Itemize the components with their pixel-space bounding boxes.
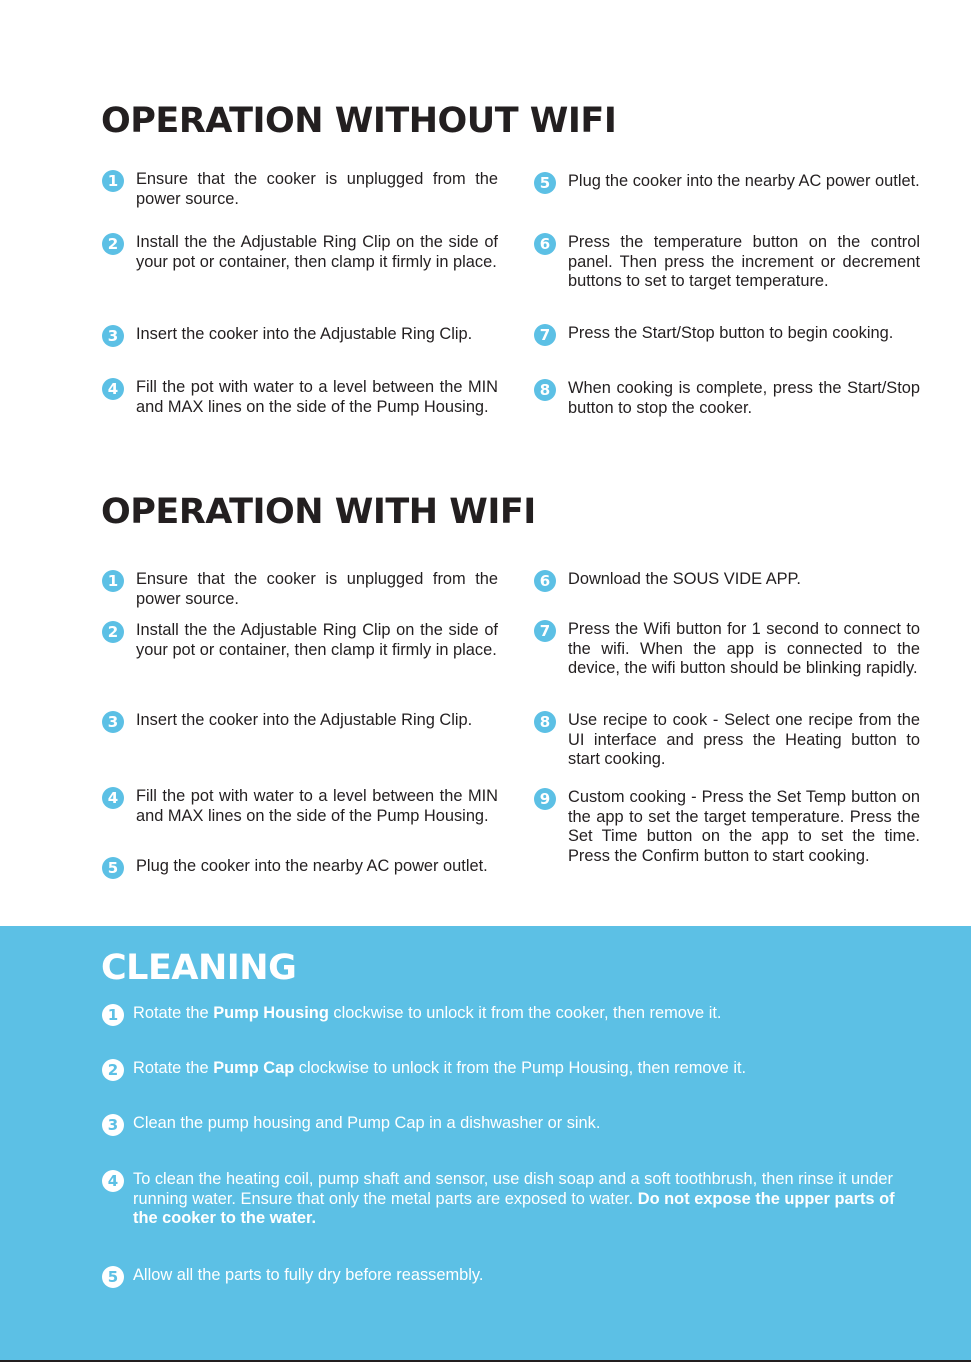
step-text: Custom cooking - Press the Set Temp button on the app to set the target temperature. Press the Set Time button on the app to set the time. Press the Confirm button to start cooking.: [568, 788, 920, 865]
step-number-badge: 5: [102, 1266, 124, 1288]
step-text: Insert the cooker into the Adjustable Ring Clip.: [136, 325, 473, 343]
step-number-badge: 1: [102, 570, 124, 592]
step-text: Rotate the Pump Housing clockwise to unlock it from the cooker, then remove it.: [133, 1004, 722, 1022]
list-item: [102, 1170, 912, 1229]
list-item: [102, 711, 498, 733]
step-number-badge: 2: [102, 233, 124, 255]
step-text: Ensure that the cooker is unplugged from the power source.: [136, 170, 498, 208]
step-number-badge: 7: [534, 620, 556, 642]
step-text: Insert the cooker into the Adjustable Ring Clip.: [136, 711, 473, 729]
step-number-badge: 5: [534, 172, 556, 194]
step-text: Rotate the Pump Cap clockwise to unlock it from the Pump Housing, then remove it.: [133, 1059, 747, 1077]
step-text: Plug the cooker into the nearby AC power outlet.: [136, 857, 488, 875]
section-title-without-wifi: OPERATION WITHOUT WIFI: [101, 101, 617, 141]
step-number-badge: 2: [102, 1059, 124, 1081]
step-number-badge: 1: [102, 1004, 124, 1026]
step-text: Allow all the parts to fully dry before reassembly.: [133, 1266, 484, 1284]
step-number-badge: 4: [102, 378, 124, 400]
step-text: Fill the pot with water to a level between the MIN and MAX lines on the side of the Pump Housing.: [136, 378, 498, 416]
list-item: [102, 1114, 912, 1136]
list-item: [102, 621, 498, 660]
list-item: [102, 233, 498, 272]
list-item: [102, 570, 498, 609]
step-text: When cooking is complete, press the Start/Stop button to stop the cooker.: [568, 379, 920, 417]
list-item: [102, 1059, 912, 1081]
step-number-badge: 8: [534, 379, 556, 401]
list-item: [102, 1266, 912, 1288]
step-number-badge: 4: [102, 787, 124, 809]
list-item: [102, 170, 498, 209]
step-number-badge: 8: [534, 711, 556, 733]
list-item: [534, 324, 920, 346]
step-text: To clean the heating coil, pump shaft and sensor, use dish soap and a soft toothbrush, then rinse it under running water. Ensure that only the metal parts are exposed to water. Do not expose the upper parts of the cooker to the water.: [133, 1170, 895, 1228]
step-text: Ensure that the cooker is unplugged from the power source.: [136, 570, 498, 608]
step-text: Clean the pump housing and Pump Cap in a dishwasher or sink.: [133, 1114, 601, 1132]
section-title-cleaning: CLEANING: [101, 948, 297, 988]
list-item: [102, 378, 498, 417]
list-item: [102, 1004, 912, 1026]
step-text: Plug the cooker into the nearby AC power outlet.: [568, 172, 920, 190]
step-text: Fill the pot with water to a level between the MIN and MAX lines on the side of the Pump Housing.: [136, 787, 498, 825]
list-item: [534, 788, 920, 866]
step-text: Install the the Adjustable Ring Clip on the side of your pot or container, then clamp it firmly in place.: [136, 233, 498, 271]
section-title-with-wifi: OPERATION WITH WIFI: [101, 492, 536, 532]
step-number-badge: 4: [102, 1170, 124, 1192]
step-number-badge: 3: [102, 1114, 124, 1136]
list-item: [534, 233, 920, 292]
step-number-badge: 3: [102, 711, 124, 733]
step-number-badge: 6: [534, 570, 556, 592]
list-item: [534, 172, 920, 194]
list-item: [102, 325, 498, 347]
step-number-badge: 6: [534, 233, 556, 255]
step-text: Use recipe to cook - Select one recipe from the UI interface and press the Heating button to start cooking.: [568, 711, 920, 769]
list-item: [534, 711, 920, 770]
step-text: Install the the Adjustable Ring Clip on the side of your pot or container, then clamp it firmly in place.: [136, 621, 498, 659]
step-number-badge: 2: [102, 621, 124, 643]
list-item: [102, 857, 498, 879]
step-text: Press the temperature button on the control panel. Then press the increment or decrement buttons to set to target temperature.: [568, 233, 920, 291]
cleaning-section: [0, 926, 971, 1362]
step-number-badge: 7: [534, 324, 556, 346]
step-number-badge: 1: [102, 170, 124, 192]
step-text: Press the Start/Stop button to begin cooking.: [568, 324, 894, 342]
step-number-badge: 5: [102, 857, 124, 879]
list-item: [534, 570, 920, 592]
step-text: Press the Wifi button for 1 second to connect to the wifi. When the app is connected to the device, the wifi button should be blinking rapidly.: [568, 620, 920, 678]
step-text: Download the SOUS VIDE APP.: [568, 570, 801, 588]
step-number-badge: 3: [102, 325, 124, 347]
list-item: [534, 620, 920, 679]
step-number-badge: 9: [534, 788, 556, 810]
list-item: [102, 787, 498, 826]
list-item: [534, 379, 920, 418]
